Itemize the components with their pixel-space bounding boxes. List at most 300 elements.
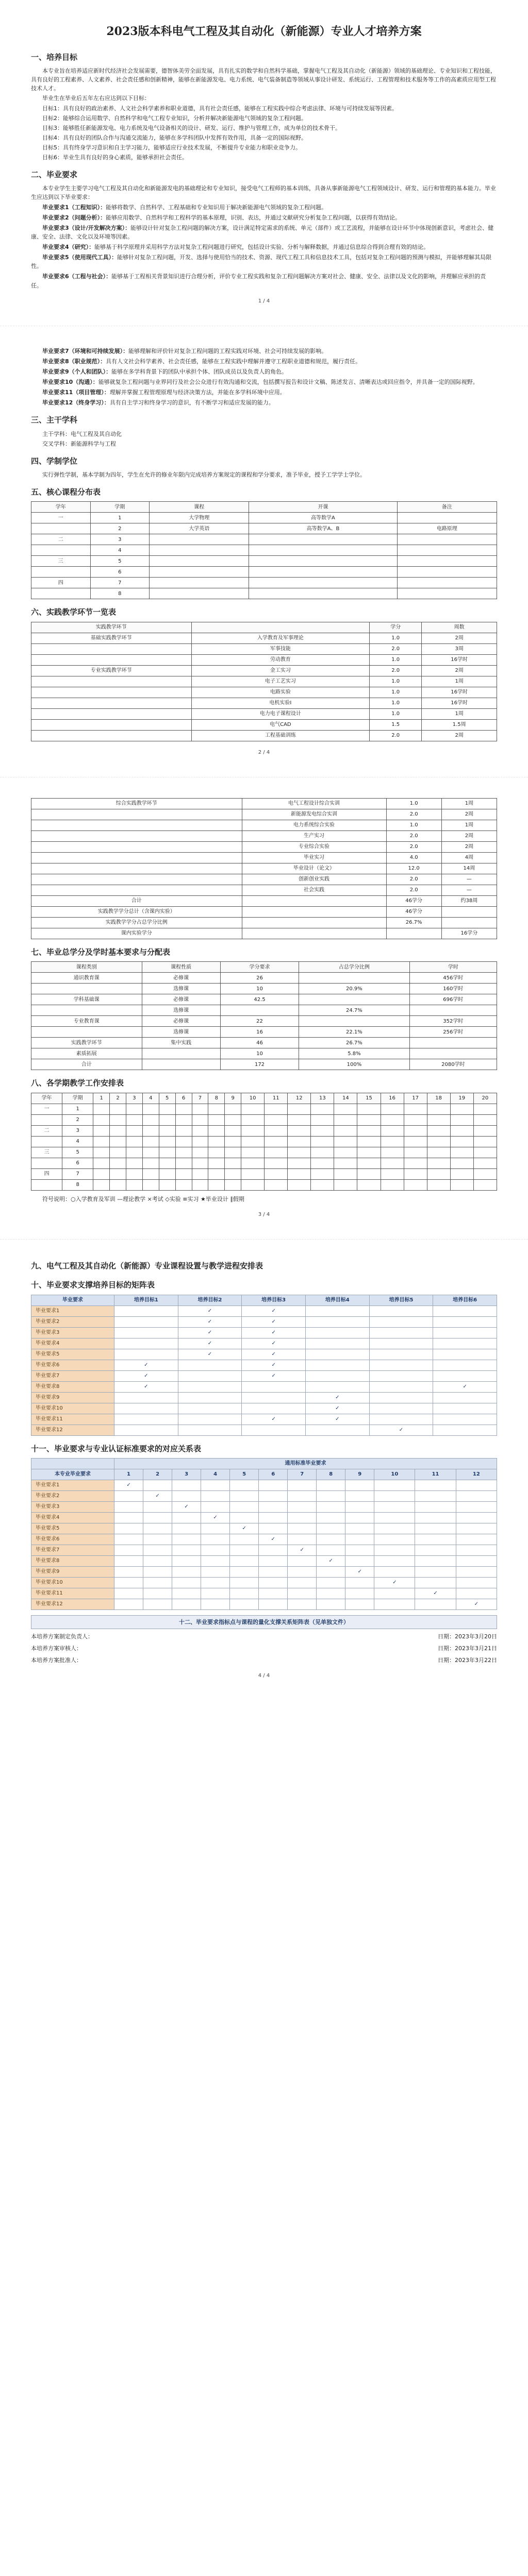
table-cell [93, 1158, 110, 1168]
matrix-col-header: 6 [259, 1469, 288, 1480]
table-row [31, 567, 497, 578]
table-cell: 160学时 [409, 984, 497, 994]
table-cell: 四 [31, 578, 91, 588]
table-cell: 实践教学环节 [31, 1038, 142, 1048]
matrix-row [31, 1403, 497, 1414]
table-header-cell: 2 [110, 1093, 126, 1104]
table-cell [126, 1136, 143, 1147]
matrix-row [31, 1414, 497, 1425]
table-cell [357, 1158, 381, 1168]
table-cell [93, 1114, 110, 1125]
section-1-heading: 一、培养目标 [31, 53, 78, 62]
table-cell [126, 1147, 143, 1158]
matrix-cell [305, 1306, 369, 1316]
matrix-col-header: 10 [374, 1469, 415, 1480]
matrix-cell [374, 1534, 415, 1545]
matrix-cell: ✓ [178, 1327, 242, 1338]
matrix-col-header: 2 [143, 1469, 172, 1480]
table-cell: 1周 [441, 820, 497, 831]
requirement-item [31, 388, 497, 397]
table-cell [242, 907, 386, 918]
table-cell [31, 708, 192, 719]
table-row [31, 523, 497, 534]
table-cell [249, 556, 397, 567]
table-cell: 26.7% [299, 1038, 410, 1048]
table-cell [175, 1158, 192, 1168]
table-cell: 高等数学A、B [249, 523, 397, 534]
section-2-heading: 二、毕业要求 [31, 170, 78, 179]
table-cell [450, 1168, 473, 1179]
matrix-cell [172, 1545, 201, 1555]
table-cell [397, 545, 497, 556]
table-cell [208, 1104, 225, 1114]
matrix-header-row [31, 1295, 497, 1306]
requirement-item [31, 367, 497, 376]
table-cell [31, 885, 242, 896]
matrix-row-header: 毕业要求9 [31, 1392, 114, 1403]
table-cell [409, 1005, 497, 1016]
table-row [31, 918, 497, 928]
table-row [31, 578, 497, 588]
matrix-cell [415, 1512, 456, 1523]
table-cell: 1.0 [370, 687, 422, 698]
matrix-cell [242, 1381, 306, 1392]
table-cell: 1.0 [386, 820, 441, 831]
matrix-col-header: 7 [288, 1469, 317, 1480]
matrix-cell [143, 1534, 172, 1545]
table-cell [31, 687, 192, 698]
matrix-cell [143, 1588, 172, 1599]
table-cell: 新能源发电综合实训 [242, 809, 386, 820]
matrix-cell [201, 1588, 230, 1599]
table-cell: 实践教学学分占总学分比例 [31, 918, 242, 928]
requirement-label: 毕业要求11（项目管理）： [42, 389, 110, 396]
matrix-group-row [31, 1458, 497, 1469]
matrix-cell [114, 1490, 143, 1501]
matrix-row-header: 毕业要求5 [31, 1349, 114, 1360]
table-cell [31, 567, 91, 578]
table-cell: 电力系统综合实验 [242, 820, 386, 831]
requirement-label: 毕业要求5（使用现代工具）： [42, 254, 118, 261]
matrix-cell [345, 1501, 374, 1512]
table-cell [159, 1125, 175, 1136]
table-row [31, 842, 497, 853]
table-row [31, 928, 497, 939]
table-cell [31, 863, 242, 874]
table-cell [208, 1136, 225, 1147]
table-header-cell: 学分 [370, 622, 422, 633]
matrix-cell [345, 1577, 374, 1588]
matrix-cell [259, 1577, 288, 1588]
matrix-cell [230, 1512, 259, 1523]
table-cell [31, 874, 242, 885]
table-cell [404, 1179, 427, 1190]
table-header-cell: 实践教学环节 [31, 622, 192, 633]
table-cell [473, 1125, 497, 1136]
matrix-row [31, 1425, 497, 1435]
table-cell: 生产实习 [242, 831, 386, 842]
table-cell [288, 1179, 311, 1190]
matrix-cell [433, 1338, 497, 1349]
table-header-row [31, 962, 497, 973]
table-cell [142, 1048, 220, 1059]
table-header-cell: 占总学分比例 [299, 962, 410, 973]
requirement-text: 能够基于工程相关背景知识进行合理分析，评价专业工程实践和复杂工程问题解决方案对社会、健康、安全、法律以及文化的影响，并理解应承担的责任。 [31, 273, 486, 289]
matrix-cell [242, 1425, 306, 1435]
matrix-row-header: 毕业要求3 [31, 1501, 114, 1512]
matrix-cell [143, 1577, 172, 1588]
table-cell [427, 1136, 450, 1147]
signoff-names [31, 1632, 93, 1665]
table-cell: 4 [90, 545, 150, 556]
matrix-cell [305, 1360, 369, 1370]
matrix-cell [433, 1327, 497, 1338]
table-cell [208, 1158, 225, 1168]
table-cell [265, 1179, 288, 1190]
matrix-cell [374, 1555, 415, 1566]
matrix-cell [259, 1512, 288, 1523]
table-cell [386, 928, 441, 939]
table-cell [241, 1104, 265, 1114]
section-2-intro: 本专业学生主要学习电气工程及其自动化和新能源发电的基础理论和专业知识，接受电气工程师的基本训练，具备从事新能源电气工程领域设计、研发、运行和管理的基本能力。毕业生应达到以下毕业要求： [31, 185, 496, 201]
matrix-row-header: 毕业要求4 [31, 1512, 114, 1523]
requirement-label: 毕业要求2（问题分析）： [42, 214, 106, 222]
table-cell [334, 1168, 357, 1179]
table-row [31, 1136, 497, 1147]
table-cell [397, 588, 497, 599]
matrix-row-header: 毕业要求1 [31, 1306, 114, 1316]
table-cell [31, 1136, 62, 1147]
requirement-list-b [31, 347, 497, 407]
requirement-item [31, 224, 497, 241]
matrix-cell [259, 1555, 288, 1566]
table-cell: 必修课 [142, 1016, 220, 1027]
table-cell [241, 1168, 265, 1179]
matrix-cell [415, 1599, 456, 1609]
goal-item: 目标4：具有良好的团队合作与沟通交流能力，能够在多学科团队中发挥有效作用，具备一定的国际视野。 [42, 134, 307, 141]
table-header-cell: 12 [288, 1093, 311, 1104]
matrix-cell [345, 1534, 374, 1545]
table-cell [381, 1168, 404, 1179]
table-cell: 实践教学学分总计（含课内实验） [31, 907, 242, 918]
matrix-cell: ✓ [201, 1512, 230, 1523]
table-row [31, 643, 497, 654]
table-row [31, 687, 497, 698]
signoff-name: 本培养方案制定负责人： [31, 1633, 93, 1640]
table-row [31, 1147, 497, 1158]
table-cell [126, 1114, 143, 1125]
matrix-row [31, 1588, 497, 1599]
matrix-cell [172, 1490, 201, 1501]
table-cell [110, 1136, 126, 1147]
matrix-cell [114, 1414, 178, 1425]
matrix-cell [369, 1360, 433, 1370]
matrix-cell: ✓ [288, 1545, 317, 1555]
table-cell [175, 1136, 192, 1147]
table-cell [311, 1179, 334, 1190]
table-row [31, 1016, 497, 1027]
table-cell [241, 1125, 265, 1136]
table-cell: 2周 [441, 809, 497, 820]
table-cell: 必修课 [142, 994, 220, 1005]
table-cell [397, 567, 497, 578]
matrix-row-header: 毕业要求1 [31, 1480, 114, 1490]
table-cell [110, 1125, 126, 1136]
table-cell: 电气工程设计综合实训 [242, 799, 386, 809]
requirement-text: 具有人文社会科学素养、社会责任感，能够在工程实践中理解并遵守工程职业道德和规范，履行责任。 [106, 358, 361, 365]
table-cell [473, 1168, 497, 1179]
matrix-cell [114, 1403, 178, 1414]
table-row [31, 545, 497, 556]
table-header-cell: 15 [357, 1093, 381, 1104]
matrix-cell [305, 1381, 369, 1392]
goal-item: 目标6：毕业生具有良好的身心素质，能够承担社会责任。 [42, 154, 188, 161]
table-cell [225, 1168, 241, 1179]
table-cell [208, 1147, 225, 1158]
matrix-row [31, 1480, 497, 1490]
table-header-cell: 4 [142, 1093, 159, 1104]
table-cell [93, 1147, 110, 1158]
table-cell: 1 [90, 513, 150, 523]
requirement-label: 毕业要求4（研究）： [42, 244, 95, 251]
matrix-cell [178, 1370, 242, 1381]
table-cell [265, 1158, 288, 1168]
matrix-row [31, 1512, 497, 1523]
matrix-cell [143, 1480, 172, 1490]
matrix-cell [201, 1599, 230, 1609]
table-cell: — [441, 885, 497, 896]
table-cell [397, 534, 497, 545]
matrix-cell [305, 1370, 369, 1381]
matrix-cell [114, 1349, 178, 1360]
table-cell: 6 [90, 567, 150, 578]
matrix-row [31, 1360, 497, 1370]
table-cell: 四 [31, 1168, 62, 1179]
matrix-cell [230, 1555, 259, 1566]
table-row [31, 853, 497, 863]
goal-item: 目标2：能够综合运用数学、自然科学和电气工程专业知识，分析并解决新能源电气领域的复杂工程问题。 [42, 114, 307, 122]
table-cell [31, 654, 192, 665]
matrix-cell [172, 1577, 201, 1588]
table-cell: 大学英语 [150, 523, 249, 534]
matrix-row-header: 毕业要求2 [31, 1316, 114, 1327]
table-cell: 3 [90, 534, 150, 545]
signoff-date: 日期：2023年3月22日 [438, 1656, 497, 1664]
table-cell: 2.0 [370, 730, 422, 741]
table-cell: 8 [90, 588, 150, 599]
requirement-label: 毕业要求1（工程知识）： [42, 204, 106, 211]
matrix-cell: ✓ [114, 1480, 143, 1490]
table-cell: 专业实践教学环节 [31, 665, 192, 676]
table-cell [159, 1114, 175, 1125]
matrix-row-header: 毕业要求7 [31, 1545, 114, 1555]
table-row [31, 588, 497, 599]
table-cell [288, 1125, 311, 1136]
table-cell: 选修课 [142, 1027, 220, 1038]
table-row [31, 1048, 497, 1059]
table-cell [192, 1179, 208, 1190]
table-cell [142, 1168, 159, 1179]
table-header-cell: 学年 [31, 1093, 62, 1104]
table-cell [450, 1158, 473, 1168]
matrix-row-header: 毕业要求10 [31, 1403, 114, 1414]
matrix-cell [317, 1534, 345, 1545]
table-cell: 1.0 [370, 708, 422, 719]
table-cell: 42.5 [220, 994, 299, 1005]
table-cell [299, 1016, 410, 1027]
document-title: 2023版本科电气工程及其自动化（新能源）专业人才培养方案 [106, 25, 422, 38]
section-11-heading: 十一、毕业要求与专业认证标准要求的对应关系表 [31, 1444, 202, 1453]
matrix-row [31, 1599, 497, 1609]
table-cell: 1周 [422, 676, 497, 687]
matrix-row [31, 1523, 497, 1534]
table-header-cell: 周数 [422, 622, 497, 633]
goal-item: 目标1：具有良好的政治素养、人文社会科学素养和职业道德，具有社会责任感，能够在工程实践中综合考虑法律、环境与可持续发展等因素。 [42, 105, 398, 112]
matrix-cell [259, 1588, 288, 1599]
table-cell [381, 1158, 404, 1168]
table-cell [265, 1168, 288, 1179]
table-cell: 专业教育课 [31, 1016, 142, 1027]
matrix-cell [415, 1523, 456, 1534]
matrix-col-header: 9 [345, 1469, 374, 1480]
table-cell [311, 1168, 334, 1179]
matrix-row [31, 1534, 497, 1545]
table-header-cell: 17 [404, 1093, 427, 1104]
matrix-cell [456, 1555, 497, 1566]
table-cell: 16学时 [422, 698, 497, 708]
table-cell [142, 1059, 220, 1070]
table-cell [265, 1104, 288, 1114]
table-row [31, 730, 497, 741]
table-cell: 16学时 [422, 654, 497, 665]
table-header-cell: 9 [225, 1093, 241, 1104]
matrix-cell [415, 1555, 456, 1566]
matrix-cell [369, 1338, 433, 1349]
table-cell [265, 1147, 288, 1158]
requirement-text: 能够就复杂工程问题与业界同行及社会公众进行有效沟通和交流，包括撰写报告和设计文稿、陈述发言、清晰表达或回应指令，并具备一定的国际视野。 [98, 379, 478, 386]
matrix-col-header: 培养目标6 [433, 1295, 497, 1306]
matrix-cell: ✓ [114, 1381, 178, 1392]
table-header-row [31, 622, 497, 633]
table-cell [225, 1158, 241, 1168]
requirement-list-a [31, 203, 497, 290]
page-2 [31, 347, 497, 756]
matrix-cell: ✓ [242, 1316, 306, 1327]
matrix-row [31, 1381, 497, 1392]
table-cell [381, 1179, 404, 1190]
table-cell [409, 1038, 497, 1048]
table-row [31, 874, 497, 885]
table-cell: 基础实践教学环节 [31, 633, 192, 643]
table-cell: — [441, 874, 497, 885]
table-cell: 工程基础训练 [191, 730, 370, 741]
matrix-cell [172, 1588, 201, 1599]
schedule-legend: 符号说明：○入学教育及军训 —理论教学 ×考试 ◇实验 ≡实习 ★毕业设计 ∥假期 [42, 1195, 244, 1202]
requirement-item [31, 272, 497, 290]
matrix-cell [288, 1588, 317, 1599]
table-cell [110, 1114, 126, 1125]
matrix-cell: ✓ [143, 1490, 172, 1501]
matrix-cell [143, 1512, 172, 1523]
matrix-cell [178, 1414, 242, 1425]
table-cell [93, 1136, 110, 1147]
table-cell: 1.0 [370, 633, 422, 643]
table-cell: 一 [31, 1104, 62, 1114]
matrix-row-header: 毕业要求3 [31, 1327, 114, 1338]
table-row [31, 799, 497, 809]
matrix-cell [201, 1490, 230, 1501]
table-cell: 2周 [422, 633, 497, 643]
matrix-cell [114, 1316, 178, 1327]
matrix-cell [305, 1349, 369, 1360]
table-header-cell [191, 622, 370, 633]
page-number: 1 / 4 [258, 298, 270, 304]
matrix-cell [433, 1392, 497, 1403]
matrix-cell [259, 1545, 288, 1555]
matrix-cell [201, 1555, 230, 1566]
matrix-cell [345, 1545, 374, 1555]
table-cell: 专业综合实验 [242, 842, 386, 853]
table-header-cell: 11 [265, 1093, 288, 1104]
matrix-cell [415, 1545, 456, 1555]
table-cell [450, 1104, 473, 1114]
table-row [31, 534, 497, 545]
matrix-group-header: 通用标准毕业要求 [114, 1458, 497, 1469]
matrix-cell: ✓ [242, 1414, 306, 1425]
table-cell [110, 1168, 126, 1179]
table-cell [31, 842, 242, 853]
table-cell: 24.7% [299, 1005, 410, 1016]
matrix-row [31, 1316, 497, 1327]
matrix-cell [345, 1555, 374, 1566]
matrix-cell [143, 1523, 172, 1534]
table-cell: 14周 [441, 863, 497, 874]
section-5-heading: 五、核心课程分布表 [31, 487, 101, 497]
matrix-cell [172, 1512, 201, 1523]
table-cell: 256学时 [409, 1027, 497, 1038]
table-row [31, 907, 497, 918]
table-cell [126, 1168, 143, 1179]
table-cell [404, 1168, 427, 1179]
matrix-cell [178, 1425, 242, 1435]
table-cell [225, 1147, 241, 1158]
table-cell [450, 1136, 473, 1147]
table-header-cell: 18 [427, 1093, 450, 1104]
table-header-cell: 20 [473, 1093, 497, 1104]
table-cell: 6 [62, 1158, 93, 1168]
requirement-text: 能够将数学、自然科学、工程基础和专业知识用于解决新能源电气领域的复杂工程问题。 [106, 204, 327, 211]
matrix-cell [259, 1490, 288, 1501]
table-cell [31, 523, 91, 534]
matrix-cell [178, 1403, 242, 1414]
matrix-cell [317, 1512, 345, 1523]
table-row [31, 556, 497, 567]
matrix-col-header: 8 [317, 1469, 345, 1480]
table-cell: 2周 [441, 831, 497, 842]
main-discipline: 主干学科：电气工程及其自动化 [42, 430, 122, 437]
matrix-cell [456, 1566, 497, 1577]
goal-list [31, 104, 497, 162]
table-cell: 3周 [422, 643, 497, 654]
matrix-cell [230, 1501, 259, 1512]
table-cell: 素质拓展 [31, 1048, 142, 1059]
requirement-text: 能够理解和评价针对复杂工程问题的工程实践对环境、社会可持续发展的影响。 [128, 348, 327, 355]
table-cell [334, 1147, 357, 1158]
table-row [31, 973, 497, 984]
table-cell [241, 1136, 265, 1147]
matrix-row [31, 1306, 497, 1316]
matrix-row-header: 毕业要求4 [31, 1338, 114, 1349]
